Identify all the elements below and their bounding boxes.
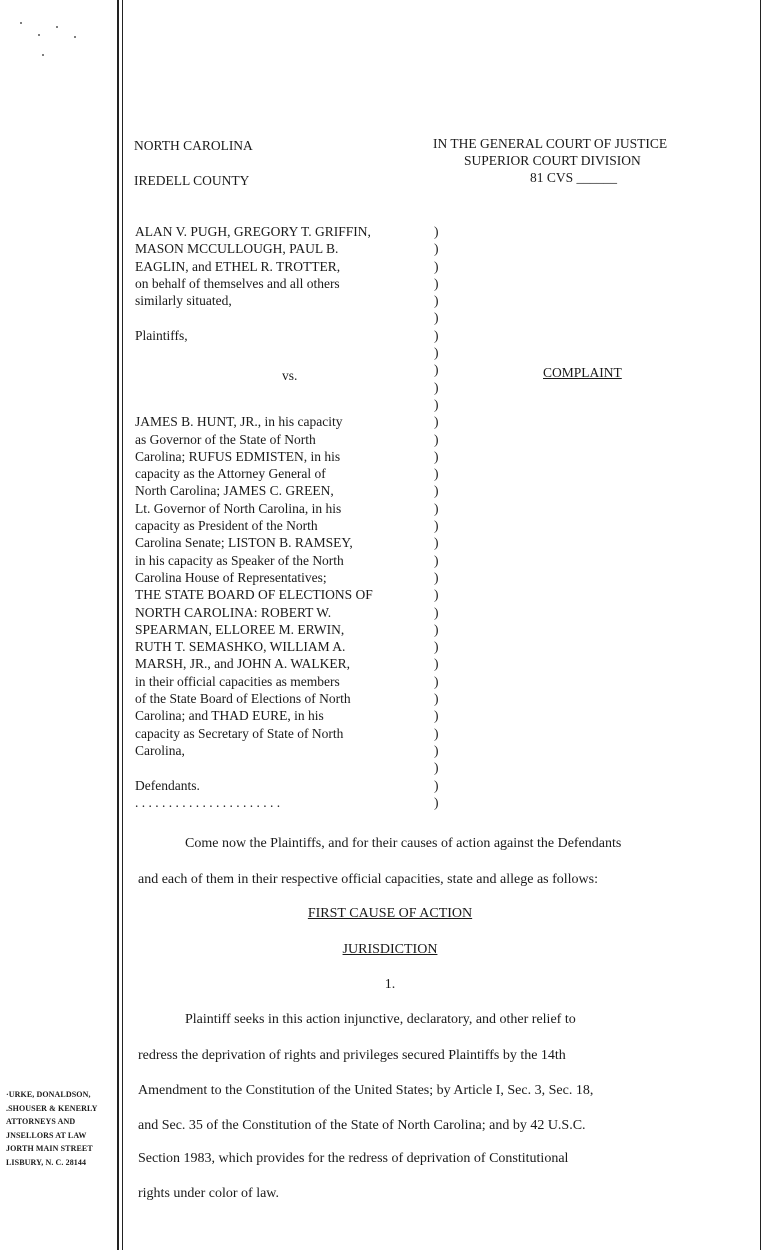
caption-paren: ) bbox=[434, 345, 439, 361]
party-line: on behalf of themselves and all others bbox=[135, 275, 340, 291]
caption-paren: ) bbox=[434, 708, 439, 724]
firm-line: JORTH MAIN STREET bbox=[6, 1144, 93, 1153]
party-line bbox=[135, 380, 425, 397]
caption-paren: ) bbox=[434, 691, 439, 707]
party-line: as Governor of the State of North bbox=[135, 431, 316, 447]
left-margin-rule-inner bbox=[122, 0, 123, 1250]
caption-paren: ) bbox=[434, 518, 439, 534]
caption-paren: ) bbox=[434, 466, 439, 482]
party-line bbox=[135, 345, 425, 362]
party-line bbox=[135, 310, 425, 327]
caption-paren: ) bbox=[434, 725, 439, 741]
caption-paren: ) bbox=[434, 362, 439, 378]
caption-paren: ) bbox=[434, 760, 439, 776]
scan-speck bbox=[20, 22, 22, 24]
right-margin-rule bbox=[760, 0, 761, 1250]
firm-line: ATTORNEYS AND bbox=[6, 1117, 76, 1126]
para-line: Amendment to the Constitution of the United States; by Article I, Sec. 3, Sec. 18, bbox=[138, 1083, 594, 1098]
cause-of-action-heading: FIRST CAUSE OF ACTION bbox=[307, 906, 473, 921]
party-line: Plaintiffs, bbox=[135, 327, 188, 343]
firm-line: ·URKE, DONALDSON, bbox=[6, 1090, 91, 1099]
party-line: Carolina; RUFUS EDMISTEN, in his bbox=[135, 448, 341, 464]
para-line: redress the deprivation of rights and privileges secured Plaintiffs by the 14th bbox=[138, 1048, 566, 1063]
caption-paren: ) bbox=[434, 569, 439, 585]
scan-speck bbox=[56, 26, 58, 28]
party-line: Defendants. bbox=[135, 777, 200, 793]
party-line: similarly situated, bbox=[135, 293, 232, 309]
para-line: and Sec. 35 of the Constitution of the State of North Carolina; and by 42 U.S.C. bbox=[138, 1118, 586, 1133]
party-line: of the State Board of Elections of North bbox=[135, 691, 351, 707]
caption-paren: ) bbox=[434, 794, 439, 810]
caption-paren: ) bbox=[434, 535, 439, 551]
caption-paren: ) bbox=[434, 448, 439, 464]
party-line: MASON MCCULLOUGH, PAUL B. bbox=[135, 241, 339, 257]
caption-paren: ) bbox=[434, 396, 439, 412]
party-line: NORTH CAROLINA: ROBERT W. bbox=[135, 604, 332, 620]
party-line: in his capacity as Speaker of the North bbox=[135, 552, 344, 568]
court-division: SUPERIOR COURT DIVISION bbox=[464, 153, 641, 168]
document-title: COMPLAINT bbox=[543, 365, 622, 380]
party-line: THE STATE BOARD OF ELECTIONS OF bbox=[135, 587, 373, 603]
caption-paren: ) bbox=[434, 275, 439, 291]
court-name: IN THE GENERAL COURT OF JUSTICE bbox=[433, 136, 668, 151]
intro-line-1: Come now the Plaintiffs, and for their causes of action against the Defendants bbox=[185, 836, 622, 851]
caption-paren: ) bbox=[434, 656, 439, 672]
party-line: SPEARMAN, ELLOREE M. ERWIN, bbox=[135, 621, 345, 637]
caption-paren: ) bbox=[434, 639, 439, 655]
caption-paren: ) bbox=[434, 431, 439, 447]
caption-paren: ) bbox=[434, 327, 439, 343]
party-line bbox=[135, 362, 425, 379]
party-line: Carolina House of Representatives; bbox=[135, 569, 327, 585]
left-margin-rule bbox=[117, 0, 119, 1250]
caption-paren: ) bbox=[434, 241, 439, 257]
law-firm-block bbox=[6, 1088, 120, 1169]
intro-line-2: and each of them in their respective official capacities, state and allege as follows: bbox=[138, 872, 598, 887]
party-line: RUTH T. SEMASHKO, WILLIAM A. bbox=[135, 639, 346, 655]
caption-paren: ) bbox=[434, 483, 439, 499]
party-line: Carolina, bbox=[135, 742, 185, 758]
caption-paren: ) bbox=[434, 293, 439, 309]
scan-speck bbox=[74, 36, 76, 38]
party-line: . . . . . . . . . . . . . . . . . . . . . . bbox=[135, 794, 281, 810]
firm-line: JNSELLORS AT LAW bbox=[6, 1130, 87, 1140]
party-line: North Carolina; JAMES C. GREEN, bbox=[135, 483, 334, 499]
party-line bbox=[135, 397, 425, 414]
caption-paren: ) bbox=[434, 258, 439, 274]
paragraph-number: 1. bbox=[384, 977, 396, 992]
caption-paren: ) bbox=[434, 777, 439, 793]
scan-speck bbox=[42, 54, 44, 56]
party-line bbox=[135, 760, 425, 777]
county-label: IREDELL COUNTY bbox=[134, 173, 250, 188]
party-line: Carolina Senate; LISTON B. RAMSEY, bbox=[135, 535, 353, 551]
para-line: rights under color of law. bbox=[138, 1186, 279, 1201]
para-line: Plaintiff seeks in this action injunctive, declaratory, and other relief to bbox=[185, 1012, 576, 1027]
caption-paren: ) bbox=[434, 379, 439, 395]
party-caption bbox=[135, 224, 425, 812]
firm-line: LISBURY, N. C. 28144 bbox=[6, 1157, 87, 1167]
caption-paren: ) bbox=[434, 500, 439, 516]
caption-paren: ) bbox=[434, 604, 439, 620]
party-line: MARSH, JR., and JOHN A. WALKER, bbox=[135, 656, 351, 672]
jurisdiction-heading: JURISDICTION bbox=[342, 942, 438, 957]
party-line: capacity as Secretary of State of North bbox=[135, 725, 344, 741]
party-line: EAGLIN, and ETHEL R. TROTTER, bbox=[135, 258, 341, 274]
party-line: Lt. Governor of North Carolina, in his bbox=[135, 500, 342, 516]
caption-paren: ) bbox=[434, 224, 439, 239]
caption-paren: ) bbox=[434, 621, 439, 637]
para-line: Section 1983, which provides for the redress of deprivation of Constitutional bbox=[138, 1151, 569, 1166]
caption-paren: ) bbox=[434, 552, 439, 568]
party-line: capacity as the Attorney General of bbox=[135, 466, 326, 482]
caption-paren: ) bbox=[434, 414, 439, 430]
caption-paren: ) bbox=[434, 310, 439, 326]
party-line: ALAN V. PUGH, GREGORY T. GRIFFIN, bbox=[135, 224, 371, 239]
case-number: 81 CVS ______ bbox=[530, 170, 618, 185]
firm-line: .SHOUSER & KENERLY bbox=[6, 1103, 98, 1113]
caption-parentheses bbox=[434, 224, 444, 812]
party-line: in their official capacities as members bbox=[135, 673, 340, 689]
caption-paren: ) bbox=[434, 742, 439, 758]
versus-label: vs. bbox=[282, 368, 298, 383]
scan-speck bbox=[38, 34, 40, 36]
party-line: JAMES B. HUNT, JR., in his capacity bbox=[135, 414, 343, 430]
caption-paren: ) bbox=[434, 587, 439, 603]
party-line: capacity as President of the North bbox=[135, 518, 318, 534]
state-label: NORTH CAROLINA bbox=[134, 138, 253, 153]
party-line: Carolina; and THAD EURE, in his bbox=[135, 708, 324, 724]
caption-paren: ) bbox=[434, 673, 439, 689]
